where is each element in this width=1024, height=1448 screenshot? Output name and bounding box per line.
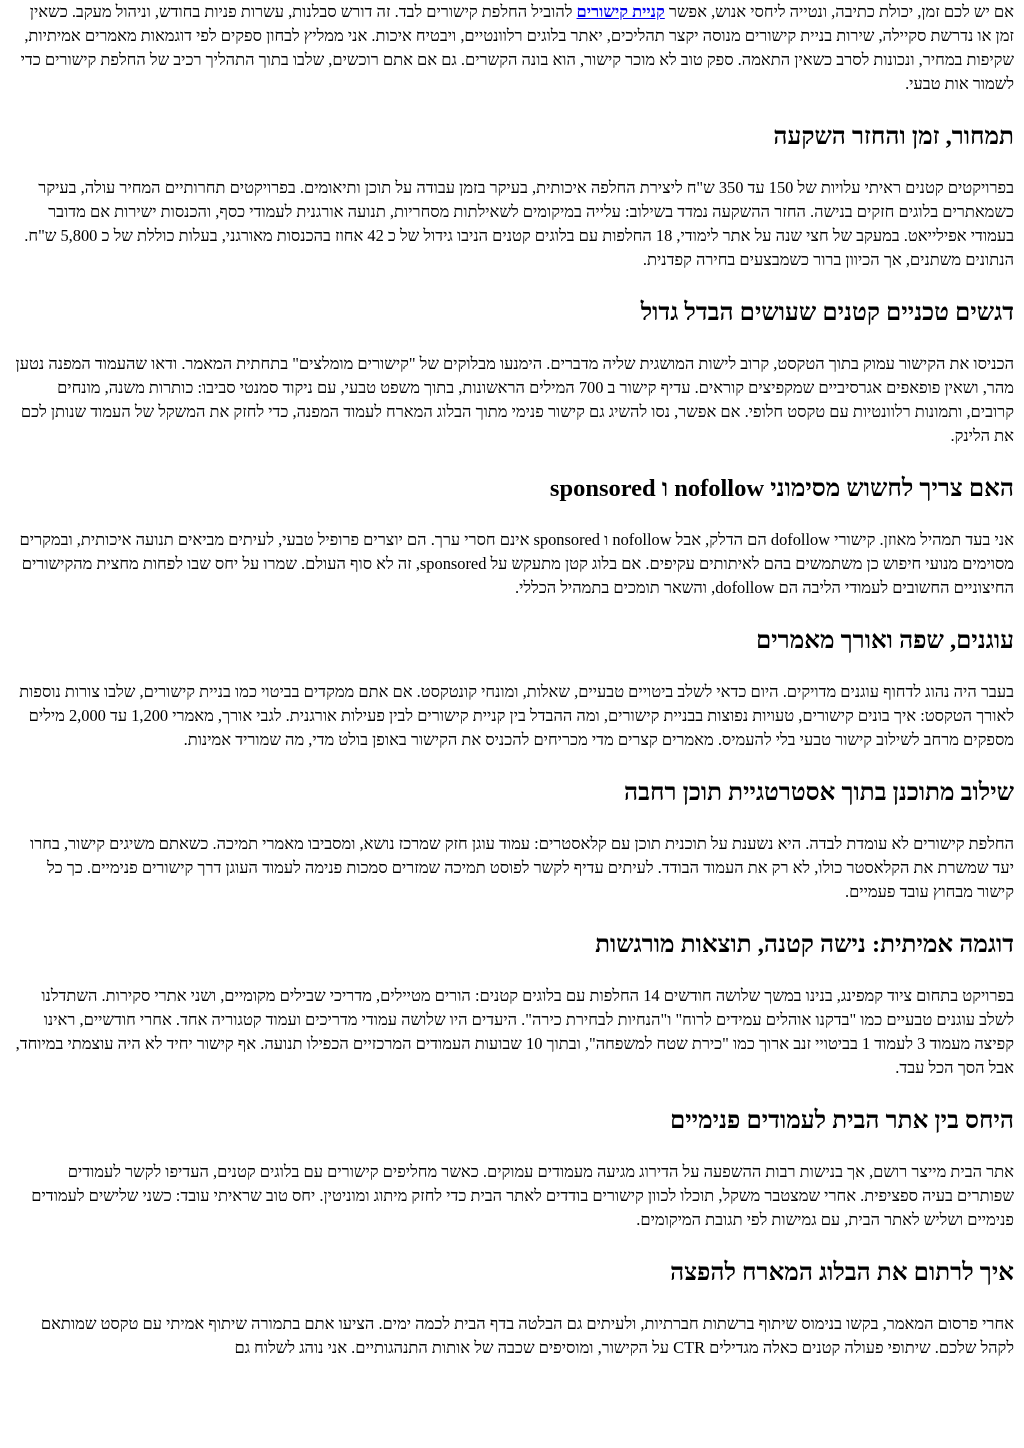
section-body-anchors: בעבר היה נהוג לדחוף עוגנים מדויקים. היום כדאי לשלב ביטויים טבעיים, שאלות, ומונחי קונטקסט. אם אתם ממקדים בביטוי כמו בניית קישורים, שלבו צורות נוספות לאורך הטקסט: איך בונים קישורים, טעויות נפוצות בבניית קישורים, ומה ההבדל בין קניית קישורים לבין פעילות אורגנית. לגבי אורך, מאמרי 1,200 עד 2,000 מילים מספקים מרחב לשילוב קישור טבעי בלי להעמיס. מאמרים קצרים מדי מכריחים להכניס את הקישור באופן בולט מדי, מה שמוריד אמינות. xyxy=(19,682,1014,749)
section-heading-technical-tips: דגשים טכניים קטנים שעושים הבדל גדול xyxy=(640,299,1014,326)
section-heading-anchors: עוגנים, שפה ואורך מאמרים xyxy=(755,627,1014,654)
section-heading-content-strategy: שילוב מתוכנן בתוך אסטרטגיית תוכן רחבה xyxy=(624,779,1014,806)
intro-paragraph xyxy=(8,0,1014,96)
intro-text-start: אם יש לכם זמן, יכולת כתיבה, ונטייה ליחסי אנוש, אפשר xyxy=(668,2,1014,21)
section-body-real-example: בפרויקט בתחום ציוד קמפינג, בנינו במשך שלושה חודשים 14 החלפות עם בלוגים קטנים: הורים מטיילים, מדריכי שבילים מקומיים, ושני אתרי סקירות. השתדלנו לשלב עוגנים טבעיים כמו "בדקנו אוהלים עמידים לרוח" ו"הנחיות לבחירת כירה". היעדים היו שלושה עמודי מדריכים ועמוד קטגוריה אחד. אחרי חודשיים, ראינו קפיצה מעמוד 3 לעמוד 1 בביטויי זנב ארוך כמו "כירת שטח למשפחה", ובתוך 10 שבועות העמודים המרכזיים הכפילו תנועה. אף קישור יחיד לא היה עוצמתי במיוחד, אבל הסך הכל עבד. xyxy=(15,986,1014,1077)
section-heading-nofollow: האם צריך לחשוש מסימוני nofollow ו sponsored xyxy=(549,475,1014,502)
section-body-host-blog-promotion: אחרי פרסום המאמר, בקשו בנימוס שיתוף ברשתות חברתיות, ולעיתים גם הבלטה בדף הבית לכמה ימים. הציעו אתם בתמורה שיתוף אמיתי עם טקסט שמותאם לקהל שלכם. שיתופי פעולה קטנים כאלה מגדילים CTR על הקישור, ומוסיפים שכבה של אותות התנהגותיים. אני נוהג לשלוח גם xyxy=(40,1314,1014,1357)
section-body-content-strategy: החלפת קישורים לא עומדת לבדה. היא נשענת על תוכנית תוכן עם קלאסטרים: עמוד עוגן חזק שמרכז נושא, ומסביבו מאמרי תמיכה. כשאתם משיגים קישור, בחרו יעד שמשרת את הקלאסטר כולו, לא רק את העמוד הבודד. לעיתים עדיף לקשר לפוסט תמיכה שמזרים סמכות פנימה לעמוד העוגן דרך קישורים פנימיים. כך כל קישור מבחוץ עובד פעמיים. xyxy=(30,834,1014,901)
section-body-pricing: בפרויקטים קטנים ראיתי עלויות של 150 עד 350 ש"ח ליצירת החלפה איכותית, בעיקר בזמן עבודה על תוכן ותיאומים. בפרויקטים תחרותיים המחיר עולה, בעיקר כשמאתרים בלוגים חזקים בנישה. החזר ההשקעה נמדד בשילוב: עלייה במיקומים לשאילתות מסחריות, תנועה אורגנית לעמודי כסף, והכנסות ישירות אם מדובר בעמודי אפילייאט. במעקב של חצי שנה על אתר לימודי, 18 החלפות עם בלוגים קטנים הניבו גידול של כ 42 אחוז בהכנסות מאורגני, בעלות כוללת של כ 5,800 ש"ח. הנתונים משתנים, אך הכיוון ברור כשמבצעים בחירה קפדנית. xyxy=(24,178,1014,269)
section-body-nofollow: אני בעד תמהיל מאוזן. קישורי dofollow הם הדלק, אבל nofollow ו sponsored אינם חסרי ערך. הם יוצרים פרופיל טבעי, לעיתים מביאים תנועה איכותית, ובמקרים מסוימים מנועי חיפוש כן משתמשים בהם לאיתותים עקיפים. אם בלוג קטן מתעקש על sponsored, זה לא סוף העולם. שמרו על יחס שבו לפחות מחצית מהקישורים החיצוניים החשובים לעמודי הליבה הם dofollow, והשאר תומכים בתמהיל הכללי. xyxy=(19,530,1014,597)
intro-text-end: להוביל החלפת קישורים לבד. זה דורש סבלנות, עשרות פניות בחודש, וניהול מעקב. כשאין זמן או נדרשת סקיילה, שירות בניית קישורים מנוסה יקצר תהליכים, יאתר בלוגים רלוונטיים, ויבטיח איכות. אני ממליץ לבחון ספקים לפי דוגמאות מאמרים אמיתיות, שקיפות במחיר, ונכונות לסרב כשאין התאמה. ספק טוב לא מוכר קישור, הוא בונה הקשרים. גם אם אתם רוכשים, שלבו בתוך התהליך רכיב של החלפת קישורים כדי לשמור אות טבעי. xyxy=(20,2,1014,93)
section-heading-pricing: תמחור, זמן והחזר השקעה xyxy=(773,123,1014,150)
section-heading-home-vs-inner: היחס בין אתר הבית לעמודים פנימיים xyxy=(669,1107,1014,1134)
section-body-technical-tips: הכניסו את הקישור עמוק בתוך הטקסט, קרוב לישות המושגית שליה מדברים. הימנעו מבלוקים של "קישורים מומלצים" בתחתית המאמר. ודאו שהעמוד המפנה נטען מהר, ושאין פופאפים אגרסיביים שמקפיצים קוראים. עדיף קישור ב 700 המילים הראשונות, בתוך משפט טבעי, עם ניקוד סמנטי סביבו: כותרות משנה, מונחים קרובים, ותמונות רלוונטיות עם טקסט חלופי. אם אפשר, נסו להשיג גם קישור פנימי מתוך הבלוג המארח לעמוד המפנה, כדי לחזק את המשקל של העמוד שנותן לכם את הלינק. xyxy=(15,354,1014,445)
section-heading-host-blog-promotion: איך לרתום את הבלוג המארח להפצה xyxy=(670,1259,1014,1286)
section-heading-real-example: דוגמה אמיתית: נישה קטנה, תוצאות מורגשות xyxy=(595,931,1014,958)
section-body-home-vs-inner: אתר הבית מייצר רושם, אך בנישות רבות ההשפעה על הדירוג מגיעה מעמודים עמוקים. כאשר מחליפים קישורים עם בלוגים קטנים, העדיפו לקשר לעמודים שפותרים בעיה ספציפית. אחרי שמצטבר משקל, תוכלו לכוון קישורים בודדים לאתר הבית כדי לחזק מיתוג ומוניטין. יחס טוב שראיתי עובד: כשני שלישים לעמודים פנימיים ושליש לאתר הבית, עם גמישות לפי תגובת המיקומים. xyxy=(31,1162,1014,1229)
buy-links-link[interactable]: קניית קישורים xyxy=(576,2,665,21)
